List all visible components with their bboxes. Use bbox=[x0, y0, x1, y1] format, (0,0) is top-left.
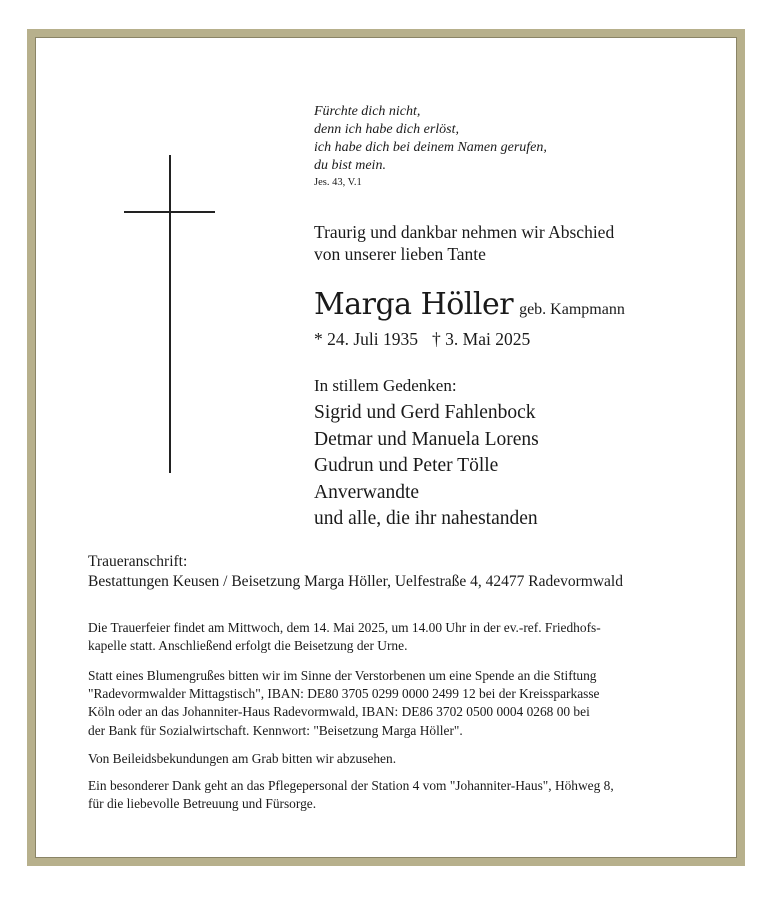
paragraph-line: der Bank für Sozialwirtschaft. Kennwort: "Beisetzung Marga Höller". bbox=[88, 722, 463, 738]
paragraph-line: für die liebevolle Betreuung und Fürsorge. bbox=[88, 796, 317, 812]
farewell-intro bbox=[314, 221, 614, 265]
birth-date: * 24. Juli 1935 bbox=[314, 329, 419, 349]
maiden-name: geb. Kampmann bbox=[519, 301, 625, 318]
verse-line: Fürchte dich nicht, bbox=[314, 104, 421, 119]
intro-line: Traurig und dankbar nehmen wir Abschied bbox=[314, 222, 615, 242]
paragraph-line: Die Trauerfeier findet am Mittwoch, dem 14. Mai 2025, um 14.00 Uhr in der ev.-ref. Friedhofs- bbox=[88, 620, 601, 635]
mourner-item: Gudrun und Peter Tölle bbox=[314, 455, 499, 476]
mourners-list bbox=[314, 400, 539, 533]
donation-paragraph bbox=[88, 667, 688, 740]
thanks-paragraph bbox=[88, 777, 688, 813]
mourner-item: Anverwandte bbox=[314, 481, 420, 503]
mourner-item: Detmar und Manuela Lorens bbox=[314, 428, 539, 450]
paragraph-line: "Radevormwalder Mittagstisch", IBAN: DE80 3705 0299 0000 2499 12 bei der Kreissparkasse bbox=[88, 686, 600, 702]
mourner-item: und alle, die ihr nahestanden bbox=[314, 508, 538, 529]
cross-icon-horizontal bbox=[124, 211, 215, 213]
verse-line: du bist mein. bbox=[314, 158, 386, 173]
paragraph-line: Von Beileidsbekundungen am Grab bitten wir abzusehen. bbox=[88, 751, 397, 766]
paragraph-line: Ein besonderer Dank geht an das Pflegepersonal der Station 4 vom "Johanniter-Haus", Höhweg 8, bbox=[88, 778, 614, 793]
mourning-address bbox=[88, 552, 623, 592]
death-date: † 3. Mai 2025 bbox=[432, 329, 531, 349]
address-label: Traueranschrift: bbox=[88, 553, 188, 570]
ceremony-paragraph bbox=[88, 619, 688, 655]
life-dates bbox=[314, 329, 530, 350]
paragraph-line: kapelle statt. Anschließend erfolgt die Beisetzung der Urne. bbox=[88, 638, 408, 654]
address-text: Bestattungen Keusen / Beisetzung Marga Höller, Uelfestraße 4, 42477 Radevormwald bbox=[88, 573, 623, 590]
bible-verse bbox=[314, 103, 547, 175]
deceased-name-line bbox=[314, 287, 625, 322]
mourner-item: Sigrid und Gerd Fahlenbock bbox=[314, 402, 536, 423]
paragraph-line: Köln oder an das Johanniter-Haus Radevormwald, IBAN: DE86 3702 0500 0004 0268 00 bei bbox=[88, 704, 590, 720]
verse-reference: Jes. 43, V.1 bbox=[314, 177, 362, 188]
paragraph-line: Statt eines Blumengrußes bitten wir im Sinne der Verstorbenen um eine Spende an die Stiftung bbox=[88, 668, 597, 683]
intro-line: von unserer lieben Tante bbox=[314, 244, 486, 264]
condolences-paragraph bbox=[88, 750, 688, 768]
verse-line: denn ich habe dich erlöst, bbox=[314, 122, 460, 137]
deceased-name: Marga Höller bbox=[314, 287, 514, 322]
cross-icon-vertical bbox=[169, 155, 171, 473]
verse-line: ich habe dich bei deinem Namen gerufen, bbox=[314, 140, 547, 155]
memory-label: In stillem Gedenken: bbox=[314, 376, 457, 395]
